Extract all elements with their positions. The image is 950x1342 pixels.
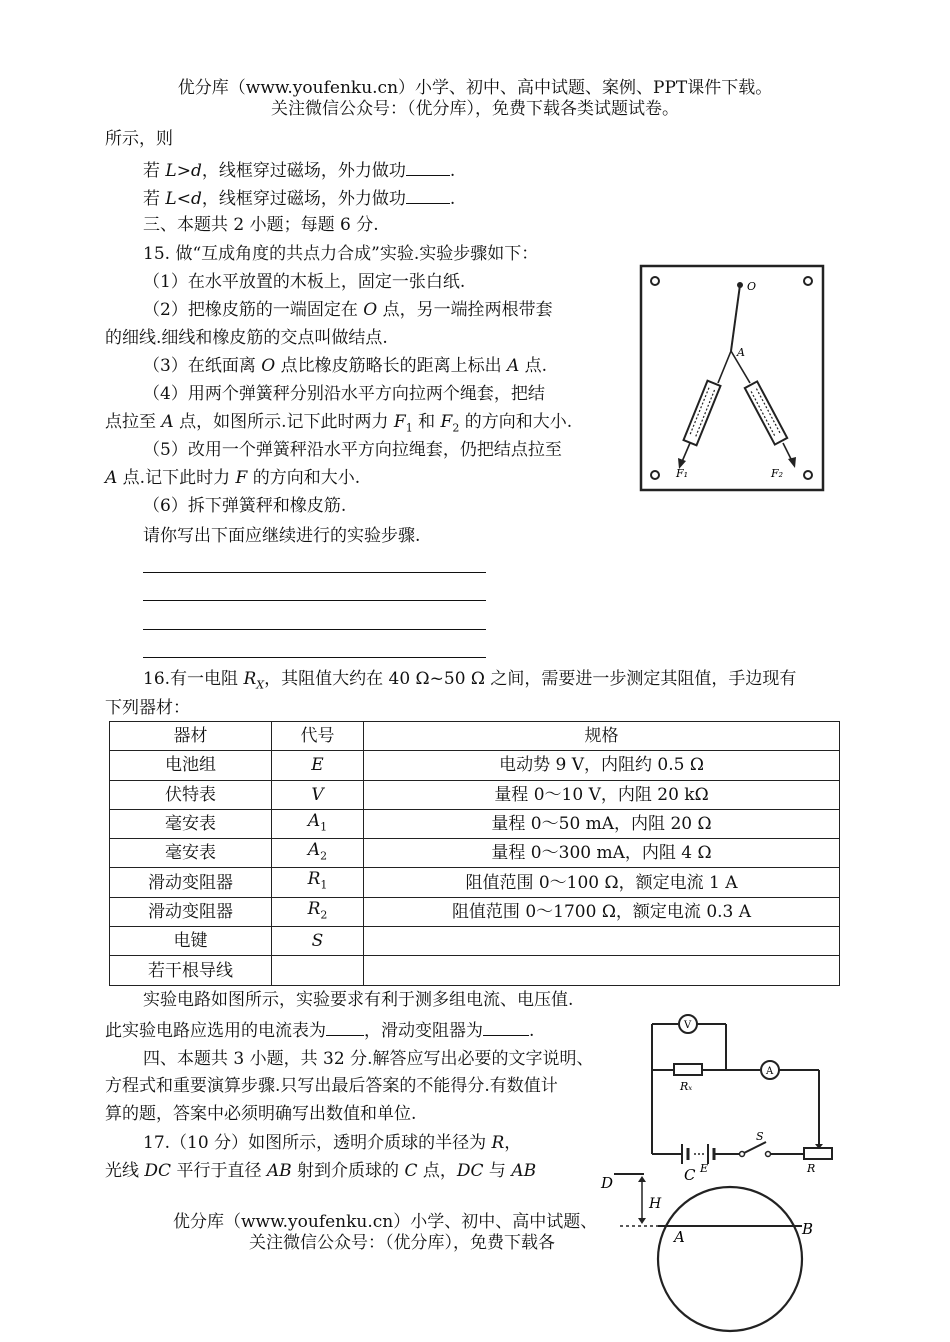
q16-after-2: 此实验电路应选用的电流表为 ，滑动变阻器为 . [105, 1017, 534, 1043]
q15-step-6: （6）拆下弹簧秤和橡皮筋. [143, 496, 347, 516]
q14-case2: 若 L<d，线框穿过磁场，外力做功 . [143, 185, 455, 211]
cell-spec: 阻值范围 0～100 Ω，额定电流 1 A [364, 868, 840, 897]
cell-name: 电键 [110, 927, 272, 956]
spring-balance-figure [638, 263, 826, 493]
table-row [110, 897, 840, 926]
footer-line-2: 关注微信公众号：（优分库），免费下载各 [249, 1233, 555, 1253]
cell-code [272, 956, 364, 985]
header-line-1: 优分库（www.youfenku.cn）小学、初中、高中试题、案例、PPT课件下载。 [177, 78, 773, 98]
q14-continuation: 所示，则 [105, 129, 173, 149]
cell-code: E [272, 751, 364, 780]
section-4-line-1: 四、本题共 3 小题，共 32 分.解答应写出必要的文字说明、 [143, 1049, 594, 1069]
header-cell: 规格 [364, 722, 840, 751]
table-row [110, 868, 840, 897]
q16-line-2: 下列器材： [105, 698, 190, 718]
cell-spec: 电动势 9 V，内阻约 0.5 Ω [364, 751, 840, 780]
cell-code: $R_2$ [272, 897, 364, 926]
resistor-rx [674, 1064, 702, 1075]
label-r: R [807, 1162, 816, 1175]
cell-code: S [272, 927, 364, 956]
circuit-figure [644, 1012, 844, 1178]
q15-step-1: （1）在水平放置的木板上，固定一张白纸. [143, 272, 466, 292]
cell-code: V [272, 780, 364, 809]
label-a: A [674, 1228, 685, 1246]
cell-name: 毫安表 [110, 809, 272, 838]
label-d: D [601, 1174, 614, 1192]
cell-spec: 量程 0～10 V，内阻 20 kΩ [364, 780, 840, 809]
cell-name: 滑动变阻器 [110, 868, 272, 897]
q15-title: 15. 做“互成角度的共点力合成”实验.实验步骤如下： [143, 244, 539, 264]
q17-line-2: 光线 DC 平行于直径 AB 射到介质球的 C 点，DC 与 AB [105, 1161, 537, 1181]
q14-case1: 若 L>d，线框穿过磁场，外力做功 . [143, 157, 455, 183]
cell-spec [364, 927, 840, 956]
board-outline [641, 266, 823, 490]
label-e: E [700, 1162, 709, 1175]
cell-name: 毫安表 [110, 839, 272, 868]
cell-code: $R_1$ [272, 868, 364, 897]
cell-spec: 阻值范围 0～1700 Ω，额定电流 0.3 A [364, 897, 840, 926]
q15-step-3: （3）在纸面离 O 点比橡皮筋略长的距离上标出 A 点. [143, 356, 548, 376]
label-f2: F₂ [771, 467, 784, 480]
answer-line-3 [143, 629, 486, 630]
cell-code: $A_2$ [272, 839, 364, 868]
q16-after-1: 实验电路如图所示，实验要求有利于测多组电流、电压值. [143, 990, 574, 1010]
q15-ask: 请你写出下面应继续进行的实验步骤. [143, 526, 421, 546]
label-rx: Rₓ [680, 1080, 693, 1093]
switch-lever [744, 1142, 766, 1153]
cell-name: 伏特表 [110, 780, 272, 809]
cell-spec [364, 956, 840, 985]
sphere-figure [598, 1166, 820, 1342]
section-4-line-2: 方程式和重要演算步骤.只写出最后答案的不能得分.有数值计 [105, 1076, 558, 1096]
label-b: B [802, 1220, 814, 1238]
label-v: V [684, 1020, 692, 1031]
label-a: A [737, 346, 745, 359]
answer-line-1 [143, 572, 486, 573]
answer-blank-rheostat [483, 1017, 529, 1036]
header-cell: 代号 [272, 722, 364, 751]
sphere-outline [658, 1187, 802, 1331]
answer-blank-ammeter [326, 1017, 364, 1036]
cell-spec: 量程 0～50 mA，内阻 20 Ω [364, 809, 840, 838]
label-s: S [756, 1130, 764, 1143]
label-f1: F₁ [676, 467, 689, 480]
rheostat [804, 1148, 832, 1159]
label-o: O [747, 280, 757, 293]
answer-blank [406, 185, 450, 204]
q15-step-2b: 的细线.细线和橡皮筋的交点叫做结点. [105, 328, 388, 348]
label-a: A [766, 1066, 774, 1077]
label-c: C [684, 1166, 696, 1184]
table-row [110, 839, 840, 868]
header-cell: 器材 [110, 722, 272, 751]
cell-name: 电池组 [110, 751, 272, 780]
answer-blank [406, 157, 450, 176]
header-line-2: 关注微信公众号：（优分库），免费下载各类试题试卷。 [271, 99, 679, 119]
cell-name: 滑动变阻器 [110, 897, 272, 926]
cell-spec: 量程 0～300 mA，内阻 4 Ω [364, 839, 840, 868]
label-h: H [649, 1196, 662, 1212]
q15-step-5b: A 点.记下此时力 F 的方向和大小. [105, 468, 361, 488]
table-row [110, 956, 840, 985]
answer-line-2 [143, 600, 486, 601]
equipment-table [109, 721, 840, 986]
q15-step-5a: （5）改用一个弹簧秤沿水平方向拉绳套，仍把结点拉至 [143, 440, 562, 460]
q15-step-4a: （4）用两个弹簧秤分别沿水平方向拉两个绳套，把结 [143, 384, 545, 404]
answer-line-4 [143, 657, 486, 658]
table-row [110, 927, 840, 956]
cell-code: $A_1$ [272, 809, 364, 838]
q16-line-1: 16.有一电阻 $R_X$，其阻值大约在 40 Ω~50 Ω 之间，需要进一步测定其阻值，手边现有 [143, 669, 797, 692]
table-row [110, 780, 840, 809]
section-3-heading: 三、本题共 2 小题；每题 6 分. [143, 215, 379, 235]
cell-name: 若干根导线 [110, 956, 272, 985]
table-header-row [110, 722, 840, 751]
footer-line-1: 优分库（www.youfenku.cn）小学、初中、高中试题、 [173, 1212, 598, 1232]
table-row [110, 809, 840, 838]
q15-step-2a: （2）把橡皮筋的一端固定在 O 点，另一端拴两根带套 [143, 300, 553, 320]
table-row [110, 751, 840, 780]
q17-line-1: 17.（10 分）如图所示，透明介质球的半径为 R， [143, 1133, 522, 1153]
q15-step-4b: 点拉至 A 点，如图所示.记下此时两力 $F_1$ 和 $F_2$ 的方向和大小. [105, 412, 573, 435]
section-4-line-3: 算的题，答案中必须明确写出数值和单位. [105, 1104, 417, 1124]
